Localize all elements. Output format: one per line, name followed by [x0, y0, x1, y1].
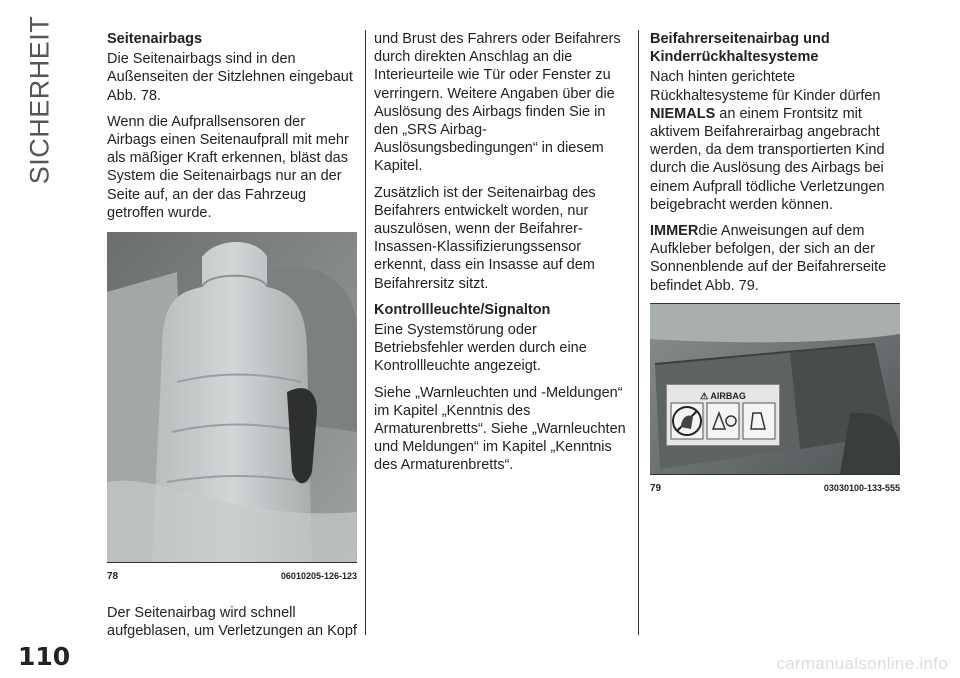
column-2	[374, 30, 626, 483]
emphasis-always: IMMER	[650, 223, 699, 240]
sticker-pictograms	[667, 399, 779, 443]
paragraph-text: an einem Frontsitz mit aktivem Beifahrerairbag angebracht werden, da dem transportierten Kind durch die Auslösung des Airbags bei einem Aufprall tödliche Verletzungen beigebracht werden können.	[650, 105, 885, 213]
heading-side-airbags: Seitenairbags	[107, 31, 203, 47]
chapter-side-label	[16, 15, 64, 185]
paragraph-text: Nach hinten gerichtete Rückhaltesysteme für Kinder dürfen	[650, 69, 881, 104]
figure-78	[107, 232, 357, 586]
paragraph: Zusätzlich ist der Seitenairbag des Beifahrers entwickelt worden, nur auszulösen, wenn der Beifahrer-Insassen-Klassifizierungssensor erkennt, dass ein Insasse auf dem Beifahrersitz sitzt.	[374, 184, 596, 292]
sticker-title: ⚠ AIRBAG	[700, 390, 746, 401]
heading-passenger-airbag: Beifahrerseitenairbag und Kinderrückhaltesysteme	[650, 31, 830, 66]
paragraph: Eine Systemstörung oder Betriebsfehler werden durch eine Kontrollleuchte angezeigt.	[374, 322, 587, 375]
paragraph-text: die Anweisungen auf dem Aufkleber befolgen, der sich an der Sonnenblende auf der Beifahrerseite befindet Abb. 79.	[650, 223, 887, 294]
figure-caption	[650, 475, 900, 498]
column-1	[107, 30, 357, 649]
airbag-warning-sticker	[666, 384, 780, 446]
figure-caption	[107, 563, 357, 586]
paragraph: Siehe „Warnleuchten und -Meldungen“ im Kapitel „Kenntnis des Armaturenbretts“. Siehe „Warnleuchten und Meldungen“ im Kapitel „Kenntnis des Armaturenbretts“.	[374, 384, 626, 474]
paragraph: und Brust des Fahrers oder Beifahrers durch direkten Anschlag an die Interieurteile wie Tür oder Fenster zu verringern. Weitere Angaben über die Auslösung des Airbags finden Sie in den „SRS Airbag-Auslösungsbedingungen“ in diesem Kapitel.	[374, 31, 621, 175]
paragraph: Die Seitenairbags sind in den Außenseiten der Sitzlehnen eingebaut Abb. 78.	[107, 51, 353, 104]
watermark: carmanualsonline.info	[776, 654, 948, 673]
paragraph: Der Seitenairbag wird schnell aufgeblasen, um Verletzungen an Kopf	[107, 605, 357, 640]
paragraph: Wenn die Aufprallsensoren der Airbags einen Seitenaufprall mit mehr als mäßiger Kraft erkennen, bläst das System die Seitenairbags nur an der Seite auf, an der das Fahrzeug getroffen wurde.	[107, 113, 349, 221]
seat-photo	[107, 232, 357, 562]
seat-illustration	[107, 232, 357, 562]
figure-79	[650, 303, 900, 498]
page-number: 110	[18, 642, 71, 671]
figure-code: 06010205-126-123	[280, 571, 357, 582]
column-divider	[365, 30, 366, 635]
emphasis-never: NIEMALS	[650, 105, 716, 122]
column-divider	[638, 30, 639, 635]
heading-indicator: Kontrollleuchte/Signalton	[374, 301, 551, 318]
chapter-title: SICHERHEIT	[24, 15, 55, 185]
figure-number: 79	[650, 482, 662, 494]
sun-visor-photo	[650, 304, 900, 474]
paragraph	[650, 68, 900, 214]
figure-code: 03030100-133-555	[823, 482, 900, 493]
column-3	[650, 30, 900, 498]
figure-number: 78	[107, 571, 119, 583]
paragraph	[650, 222, 900, 295]
